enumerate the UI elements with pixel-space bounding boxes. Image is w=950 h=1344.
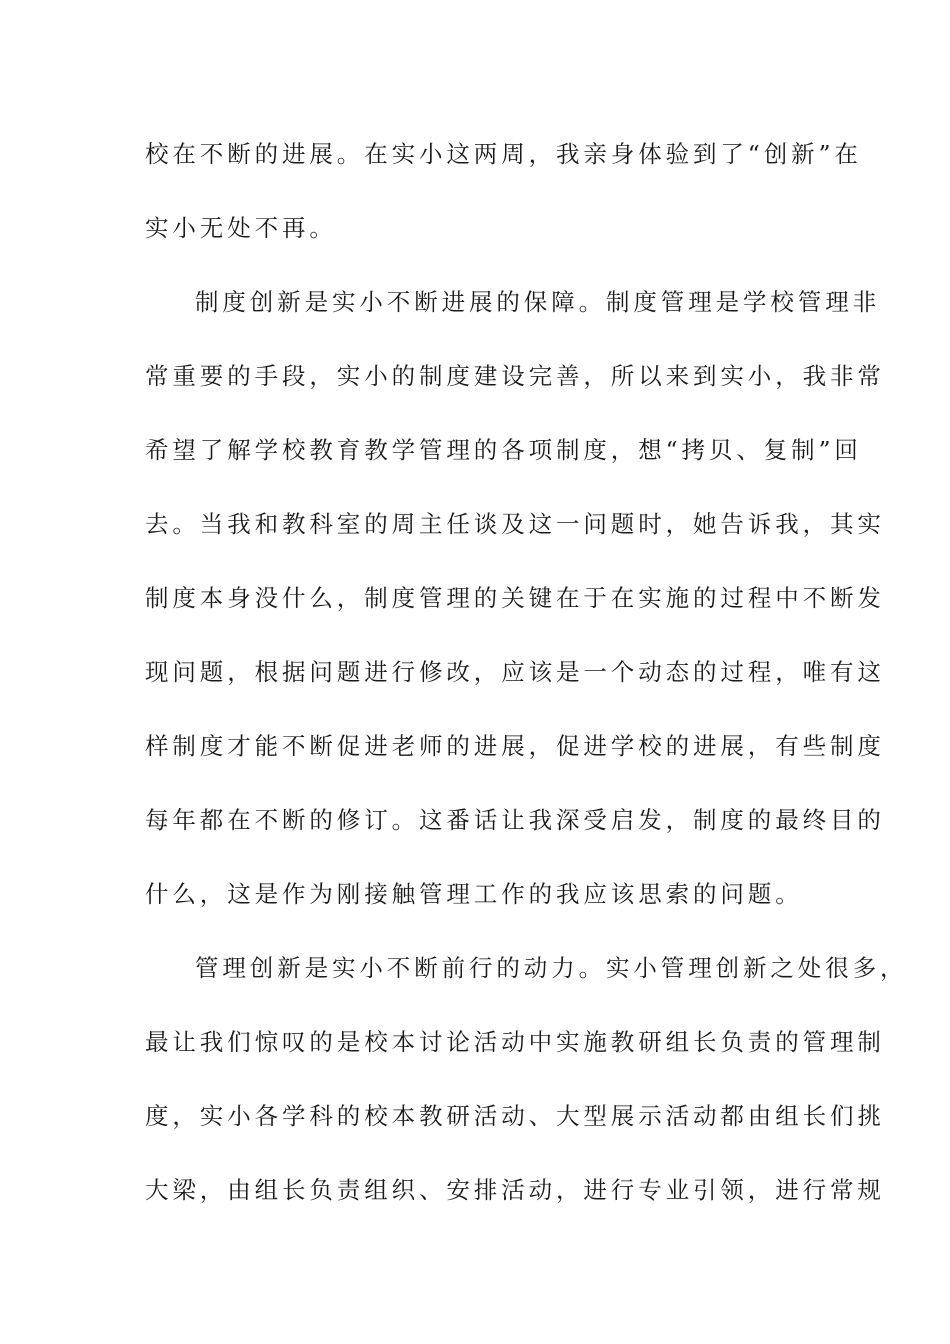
text-line: 什么，这是作为刚接触管理工作的我应该思索的问题。 (145, 880, 803, 908)
text-line: 大梁，由组长负责组织、安排活动，进行专业引领，进行常规 (145, 1176, 885, 1204)
text-line: 现问题，根据问题进行修改，应该是一个动态的过程，唯有这 (145, 658, 885, 686)
paragraph-start-line: 管理创新是实小不断前行的动力。实小管理创新之处很多， (195, 954, 908, 982)
text-line: 度，实小各学科的校本教研活动、大型展示活动都由组长们挑 (145, 1102, 885, 1130)
text-line: 实小无处不再。 (145, 214, 337, 242)
text-line: 校在不断的进展。在实小这两周，我亲身体验到了“创新”在 (145, 140, 862, 168)
text-line: 去。当我和教科室的周主任谈及这一问题时，她告诉我，其实 (145, 510, 885, 538)
text-line: 制度本身没什么，制度管理的关键在于在实施的过程中不断发 (145, 584, 885, 612)
text-line: 最让我们惊叹的是校本讨论活动中实施教研组长负责的管理制 (145, 1028, 885, 1056)
text-line: 希望了解学校教育教学管理的各项制度，想“拷贝、复制”回 (145, 436, 862, 464)
text-line: 每年都在不断的修订。这番话让我深受启发，制度的最终目的 (145, 806, 885, 834)
paragraph-start-line: 制度创新是实小不断进展的保障。制度管理是学校管理非 (195, 288, 880, 316)
text-line: 样制度才能不断促进老师的进展，促进学校的进展，有些制度 (145, 732, 885, 760)
text-line: 常重要的手段，实小的制度建设完善，所以来到实小，我非常 (145, 362, 885, 390)
